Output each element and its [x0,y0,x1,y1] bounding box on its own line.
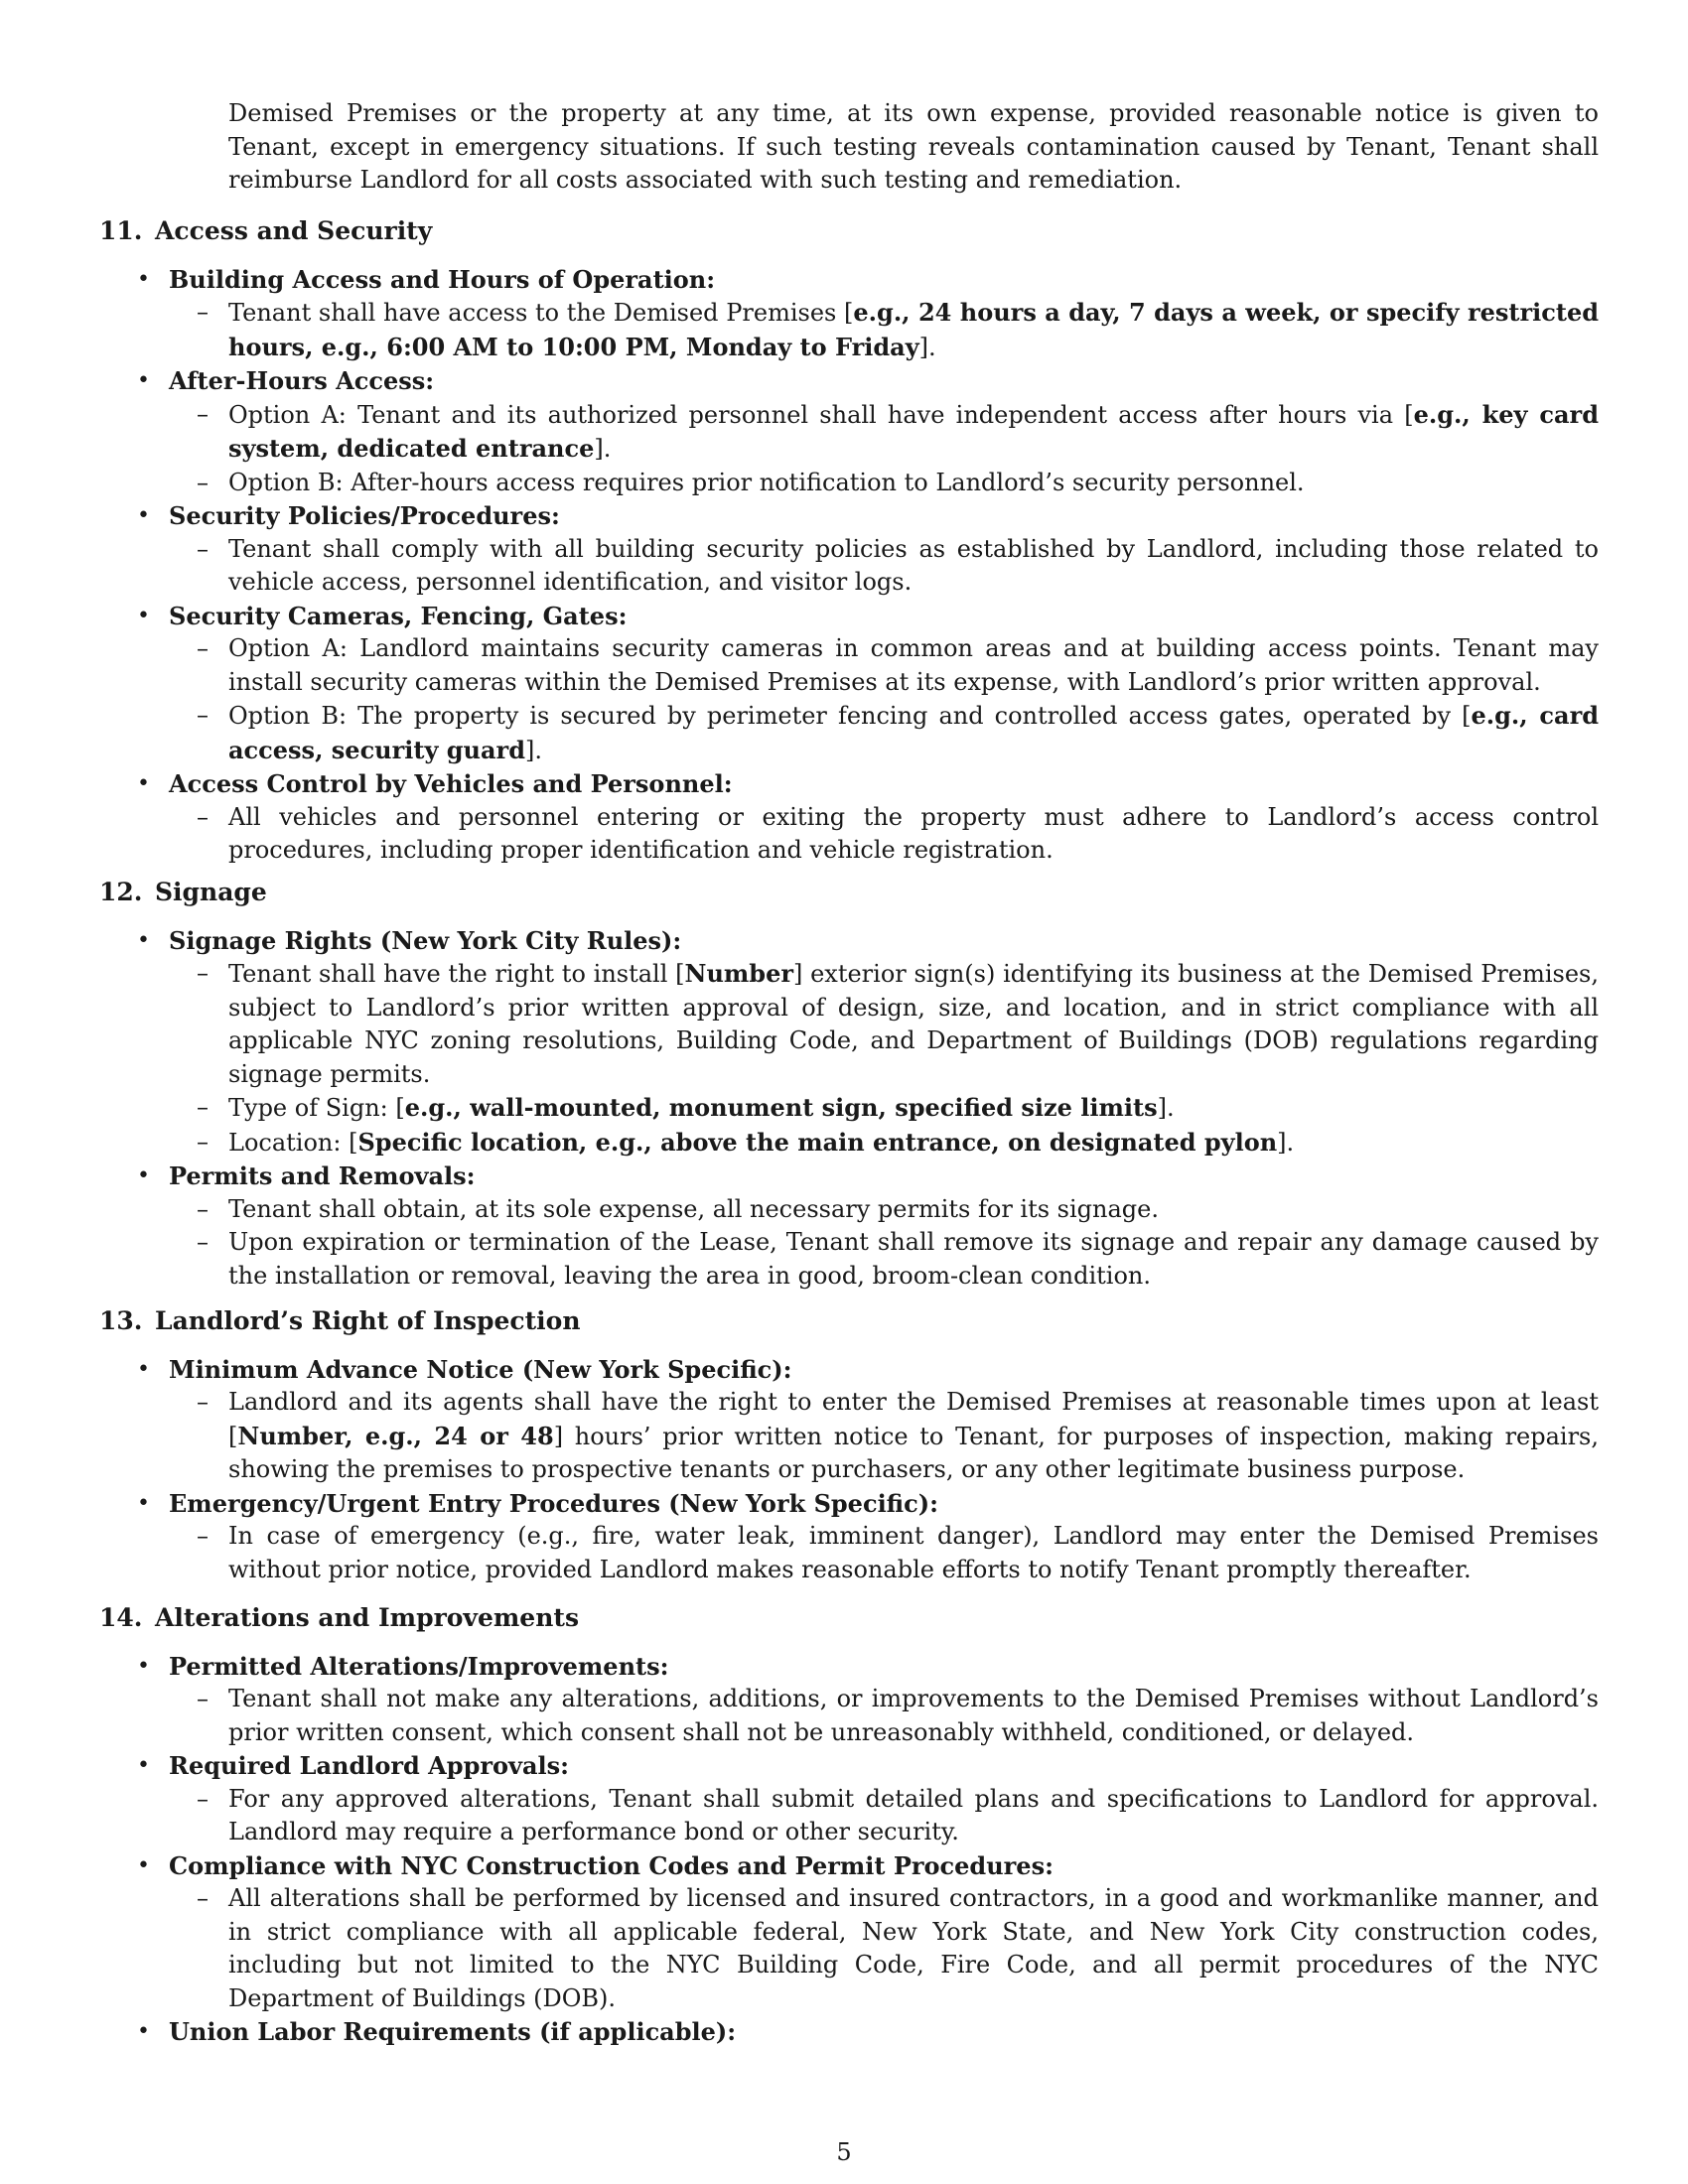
text-run: All alterations shall be performed by licensed and insured contractors, in a good and workmanlike manner, and in strict compliance with all applicable federal, New York State, and New York City construction codes, including but not limited to the NYC Building Code, Fire Code, and all permit procedures of the NYC Department of Buildings (DOB). [228,1884,1599,2012]
section-13 [99,1304,1599,1586]
text-run: Option B: After-hours access requires prior notification to Landlord’s security personnel. [228,468,1305,496]
bullet-icon: • [137,603,150,628]
sub-item [169,398,1599,467]
dash-icon: – [197,1194,209,1223]
text-run: ]. [594,435,612,463]
bullet-item [99,924,1599,1160]
bullet-icon: • [137,503,150,528]
text-run: ] hours’ prior written notice to Tenant, for purposes of inspection, making repairs, showing the premises to prospective tenants or purchasers, or any other legitimate business purpose. [228,1422,1600,1483]
bullet-title: Signage Rights (New York City Rules): [169,925,682,955]
dash-icon: – [197,959,209,987]
sub-list [169,632,1599,767]
text-run: Tenant shall not make any alterations, additions, or improvements to the Demised Premises without Landlord’s prior written consent, which consent shall not be unreasonably withheld, conditioned, or delayed. [228,1685,1599,1746]
bullet-title: Security Policies/Procedures: [169,501,560,530]
text-run: ]. [1157,1094,1175,1122]
bullet-item [99,1650,1599,1750]
dash-icon: – [197,1093,209,1121]
bullet-icon: • [137,771,150,796]
bullet-title: Compliance with NYC Construction Codes and Permit Procedures: [169,1850,1054,1880]
text-run: For any approved alterations, Tenant shall submit detailed plans and specifications to Landlord for approval. Landlord may require a performance bond or other security. [228,1784,1599,1845]
text-run: ]. [918,333,936,361]
sub-item [169,632,1599,699]
sub-item [169,699,1599,767]
text-run: In case of emergency (e.g., fire, water leak, imminent danger), Landlord may enter the Demised Premises without prior notice, provided Landlord makes reasonable efforts to notify Tenant promptly thereafter. [228,1522,1599,1583]
text-run: ]. [1277,1128,1295,1157]
bullet-icon: • [137,1852,150,1878]
bullet-title: Minimum Advance Notice (New York Specific): [169,1354,792,1384]
text-run: ] exterior sign(s) identifying its business at the Demised Premises, subject to Landlord’s prior written approval of design, size, and location, and in strict compliance with all applicable NYC zoning resolutions, Building Code, and Department of Buildings (DOB) regulations regarding signage permits. [228,960,1599,1088]
bullet-list [99,924,1599,1294]
dash-icon: – [197,468,209,496]
bullet-item [99,364,1599,499]
bullet-item [99,1749,1599,1849]
text-run: Type of Sign: [ [228,1094,405,1122]
bullet-item [99,2015,1599,2049]
placeholder-text: e.g., 24 hours a day, 7 days a week, or specify restricted hours, e.g., 6:00 AM to 10:00 PM, Monday to Friday [228,298,1599,361]
sub-list [169,1683,1599,1749]
dash-icon: – [197,701,209,729]
bullet-title: Permitted Alterations/Improvements: [169,1651,669,1681]
bullet-title: Permits and Removals: [169,1161,476,1190]
dash-icon: – [197,1884,209,1912]
sub-item [169,1882,1599,2015]
sub-item [169,1386,1599,1487]
bullet-item [99,600,1599,768]
sub-list [169,1882,1599,2015]
dash-icon: – [197,1784,209,1813]
bullet-icon: • [137,368,150,393]
bullet-title: Building Access and Hours of Operation: [169,264,716,294]
intro-paragraph: Demised Premises or the property at any time, at its own expense, provided reasonable notice is given to Tenant, except in emergency situations. If such testing reveals contamination caused by Tenant, Tenant shall reimburse Landlord for all costs associated with such testing and remediation. [228,99,1599,194]
text-run: ]. [524,736,542,764]
sub-item [169,1193,1599,1227]
bullet-item [99,263,1599,365]
text-run: Location: [ [228,1128,358,1157]
text-run: Tenant shall obtain, at its sole expense, all necessary permits for its signage. [228,1194,1159,1223]
section-title: Alterations and Improvements [155,1603,580,1632]
section-heading [99,1601,1599,1635]
sub-item [169,1520,1599,1586]
dash-icon: – [197,634,209,662]
sub-list [169,1386,1599,1487]
dash-icon: – [197,534,209,563]
bullet-title: Security Cameras, Fencing, Gates: [169,601,628,630]
bullet-title: Access Control by Vehicles and Personnel: [169,769,733,798]
bullet-item [99,499,1599,600]
bullet-title: Emergency/Urgent Entry Procedures (New York Specific): [169,1488,938,1518]
text-run: Tenant shall have the right to install [ [228,960,685,988]
section-title: Landlord’s Right of Inspection [155,1306,581,1335]
dash-icon: – [197,298,209,326]
text-run: All vehicles and personnel entering or exiting the property must adhere to Landlord’s access control procedures, including proper identification and vehicle registration. [228,802,1599,864]
placeholder-text: Number [684,959,793,988]
dash-icon: – [197,1127,209,1156]
bullet-icon: • [137,927,150,953]
sub-item [169,533,1599,600]
placeholder-text: e.g., key card system, dedicated entrance [228,399,1599,463]
sub-item [169,1683,1599,1749]
dash-icon: – [197,1685,209,1712]
section-heading [99,214,1599,248]
sub-list [169,398,1599,500]
section-heading [99,1304,1599,1338]
text-run: Tenant shall have access to the Demised Premises [ [228,299,854,327]
placeholder-text: Specific location, e.g., above the main entrance, on designated pylon [357,1127,1278,1157]
bullet-icon: • [137,266,150,292]
bullet-item [99,1353,1599,1487]
bullet-title: Required Landlord Approvals: [169,1751,569,1780]
dash-icon: – [197,1522,209,1550]
bullet-item [99,1487,1599,1587]
section-heading [99,876,1599,909]
section-number: 14. [99,1603,143,1632]
dash-icon: – [197,802,209,831]
bullet-icon: • [137,1163,150,1188]
bullet-item [99,767,1599,868]
section-11 [99,214,1599,868]
dash-icon: – [197,1388,209,1416]
sub-list [169,1193,1599,1294]
sub-list [169,296,1599,364]
sub-item [169,1091,1599,1126]
sub-item [169,1226,1599,1293]
dash-icon: – [197,399,209,428]
sub-item [169,1783,1599,1849]
bullet-list [99,1650,1599,2049]
bullet-list [99,263,1599,868]
text-run: Option B: The property is secured by perimeter fencing and controlled access gates, operated by [ [228,702,1472,730]
section-title: Access and Security [155,216,433,245]
bullet-title: After-Hours Access: [169,366,435,395]
placeholder-text: Number, e.g., 24 or 48 [237,1421,554,1450]
sub-list [169,1520,1599,1586]
sub-item [169,467,1599,500]
text-run: Tenant shall comply with all building security policies as established by Landlord, including those related to vehicle access, personnel identification, and visitor logs. [228,534,1599,596]
section-title: Signage [155,878,267,906]
section-number: 11. [99,216,143,245]
text-run: Upon expiration or termination of the Lease, Tenant shall remove its signage and repair any damage caused by the installation or removal, leaving the area in good, broom-clean condition. [228,1228,1599,1290]
section-number: 13. [99,1306,143,1335]
placeholder-text: e.g., card access, security guard [228,701,1599,764]
sub-list [169,533,1599,600]
placeholder-text: e.g., wall-mounted, monument sign, specified size limits [404,1093,1158,1122]
bullet-icon: • [137,2019,150,2044]
text-run: Landlord and its agents shall have the right to enter the Demised Premises at reasonable times upon at least [ [228,1388,1599,1450]
sub-item [169,801,1599,868]
sub-item [169,296,1599,364]
section-number: 12. [99,878,143,906]
bullet-list [99,1353,1599,1587]
bullet-icon: • [137,1653,150,1679]
sub-list [169,1783,1599,1849]
bullet-item [99,1849,1599,2016]
sub-item [169,1126,1599,1160]
sub-list [169,957,1599,1160]
section-14 [99,1601,1599,2049]
bullet-icon: • [137,1356,150,1382]
text-run: Option A: Landlord maintains security cameras in common areas and at building access points. Tenant may install security cameras within the Demised Premises at its expense, with Landlord’s prior written approval. [228,634,1599,696]
bullet-icon: • [137,1753,150,1778]
bullet-icon: • [137,1490,150,1516]
text-run: Option A: Tenant and its authorized personnel shall have independent access after hours via [ [228,400,1414,429]
sub-item [169,957,1599,1091]
bullet-title: Union Labor Requirements (if applicable): [169,2017,737,2046]
bullet-item [99,1160,1599,1293]
sub-list [169,801,1599,868]
section-12 [99,876,1599,1293]
page-number: 5 [836,2138,852,2166]
dash-icon: – [197,1228,209,1256]
